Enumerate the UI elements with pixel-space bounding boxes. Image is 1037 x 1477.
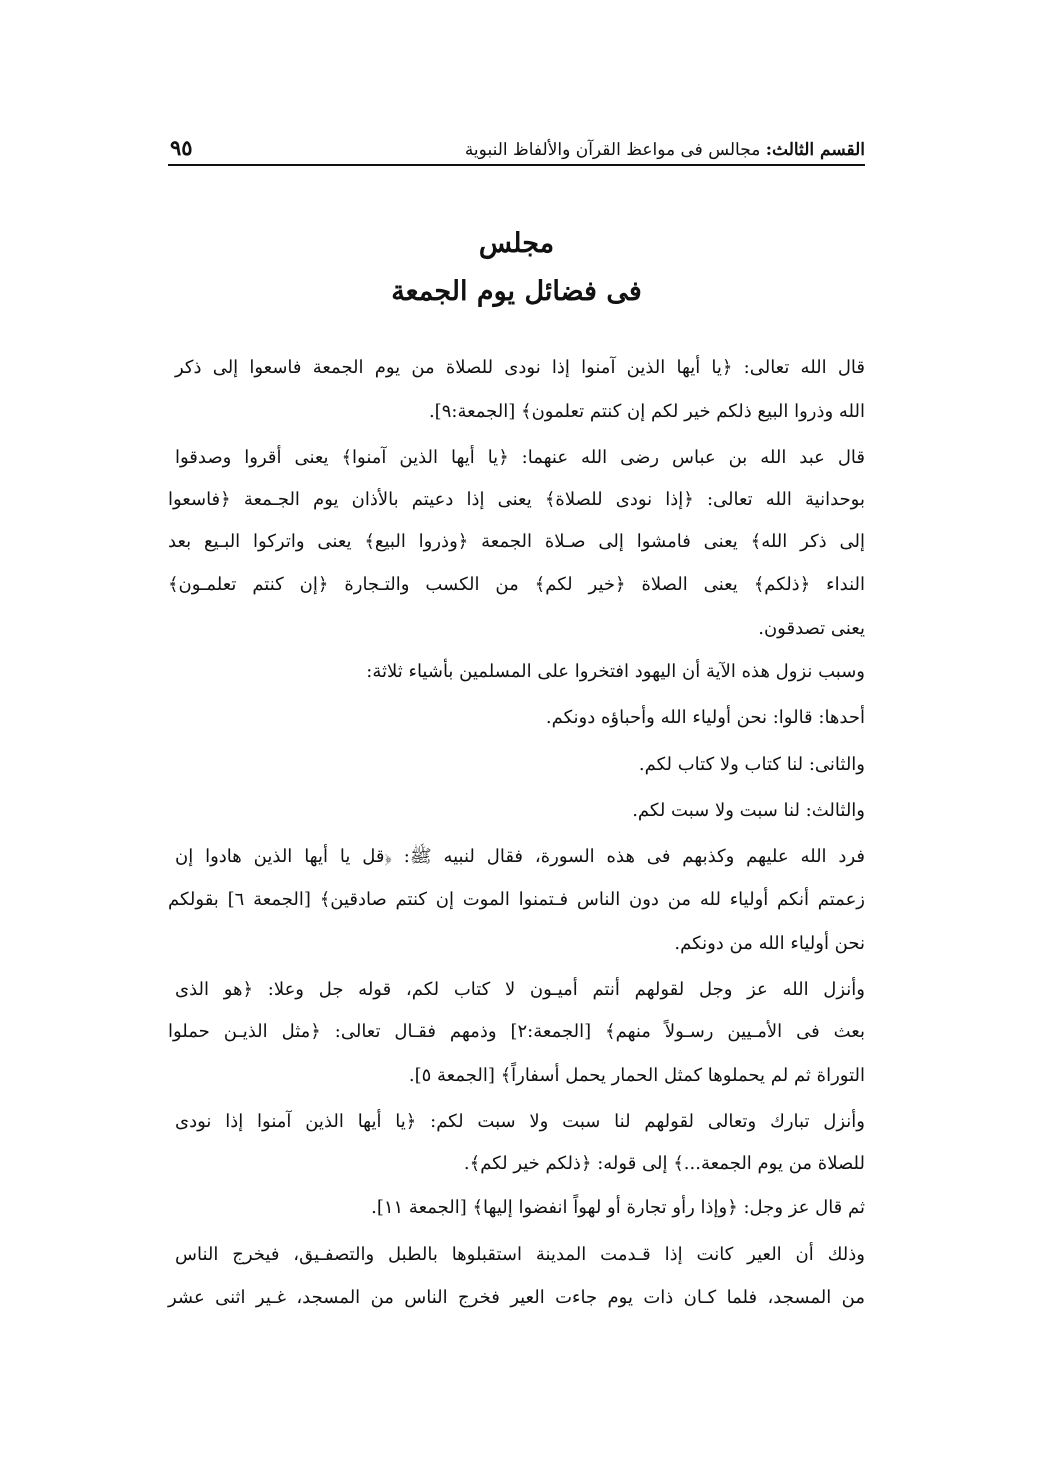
body-line-13: زعمتم أنكم أولياء لله من دون الناس فـتمنوا الموت إن كنتم صادقين﴾ [الجمعة ٦] بقولكم: [168, 889, 866, 910]
body-line-8: وسبب نزول هذه الآية أن اليهود افتخروا على المسلمين بأشياء ثلاثة:: [366, 661, 865, 682]
running-header: [170, 128, 865, 160]
page-number: ٩٥: [170, 135, 193, 160]
body-line-4: بوحدانية الله تعالى: ﴿إذا نودى للصلاة﴾ يعنى إذا دعيتم بالأذان يوم الجـمعة ﴿فاسعوا: [168, 489, 865, 510]
body-line-10: والثانى: لنا كتاب ولا كتاب لكم.: [638, 754, 865, 775]
chapter-title: مجلس: [478, 228, 555, 259]
section-label: القسم الثالث:: [765, 140, 865, 160]
body-line-7: يعنى تصدقون.: [758, 618, 865, 639]
body-line-3: قال عبد الله بن عباس رضى الله عنهما: ﴿يا أيها الذين آمنوا﴾ يعنى أقروا وصدقوا: [175, 447, 865, 468]
body-line-14: نحن أولياء الله من دونكم.: [674, 933, 865, 954]
body-line-21: وذلك أن العير كانت إذا قـدمت المدينة استقبلوها بالطبل والتصفـيق، فيخرج الناس: [175, 1244, 865, 1265]
section-title: [465, 140, 865, 160]
body-line-6: النداء ﴿ذلكم﴾ يعنى الصلاة ﴿خير لكم﴾ من الكسب والتـجارة ﴿إن كنتم تعلمـون﴾: [168, 574, 865, 595]
header-rule: [168, 164, 865, 166]
body-line-15: وأنزل الله عز وجل لقولهم أنتم أميـون لا كتاب لكم، قوله جل وعلا: ﴿هو الذى: [175, 979, 865, 1000]
body-line-16: بعث فى الأمـيين رسـولاً منهم﴾ [الجمعة:٢] وذمهم فقـال تعالى: ﴿مثل الذيـن حملوا: [168, 1021, 866, 1042]
section-subtitle: مجالس فى مواعظ القرآن والألفاظ النبوية: [464, 140, 761, 160]
body-line-12: فرد الله عليهم وكذبهم فى هذه السورة، فقال لنبيه ﷺ: ﴿قل يا أيها الذين هادوا إن: [175, 846, 865, 867]
body-line-1: قال الله تعالى: ﴿يا أيها الذين آمنوا إذا نودى للصلاة من يوم الجمعة فاسعوا إلى ذكر: [175, 357, 865, 378]
chapter-subtitle: فى فضائل يوم الجمعة: [391, 276, 642, 307]
body-line-20: ثم قال عز وجل: ﴿وإذا رأو تجارة أو لهواً انفضوا إليها﴾ [الجمعة ١١].: [371, 1197, 865, 1218]
body-line-2: الله وذروا البيع ذلكم خير لكم إن كنتم تعلمون﴾ [الجمعة:٩].: [428, 401, 865, 422]
body-line-9: أحدها: قالوا: نحن أولياء الله وأحباؤه دونكم.: [545, 707, 865, 728]
body-line-18: وأنزل تبارك وتعالى لقولهم لنا سبت ولا سبت لكم: ﴿يا أيها الذين آمنوا إذا نودى: [175, 1111, 865, 1132]
body-line-17: التوراة ثم لم يحملوها كمثل الحمار يحمل أسفاراً﴾ [الجمعة ٥].: [408, 1065, 865, 1086]
body-line-19: للصلاة من يوم الجمعة...﴾ إلى قوله: ﴿ذلكم خير لكم﴾.: [463, 1153, 865, 1174]
body-line-11: والثالث: لنا سبت ولا سبت لكم.: [632, 800, 865, 821]
body-line-22: من المسجد، فلما كـان ذات يوم جاءت العير فخرج الناس من المسجد، غـير اثنى عشر: [168, 1287, 865, 1308]
body-line-5: إلى ذكر الله﴾ يعنى فامشوا إلى صـلاة الجمعة ﴿وذروا البيع﴾ يعنى واتركوا البـيع بعد: [168, 531, 865, 552]
